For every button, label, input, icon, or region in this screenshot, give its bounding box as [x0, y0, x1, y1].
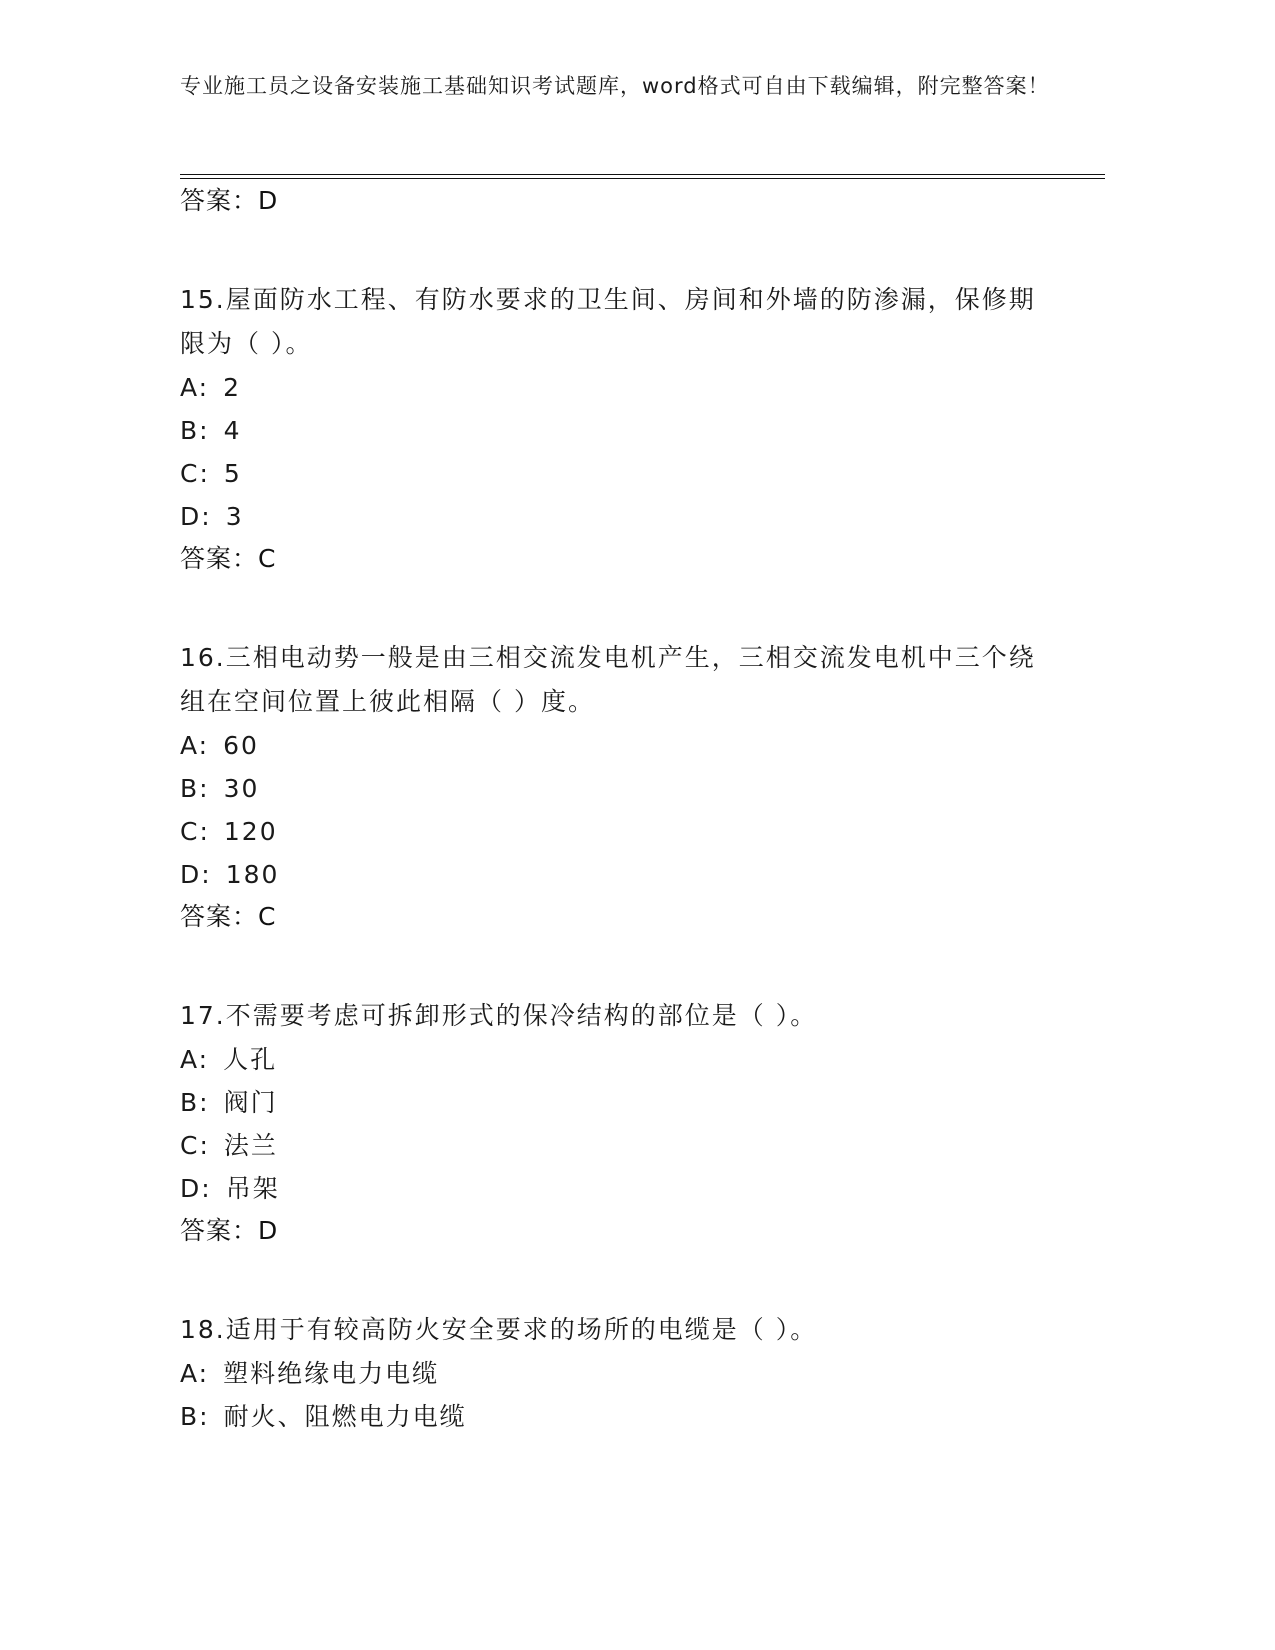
- option-b: [180, 767, 1040, 810]
- answer-text: 答案：C: [180, 544, 277, 573]
- option-letter: C:: [180, 817, 210, 846]
- question-list: [180, 184, 1040, 1438]
- option-d: [180, 853, 1040, 896]
- option-letter: B:: [180, 416, 210, 445]
- option-letter: C:: [180, 459, 210, 488]
- question-stem: 16.三相电动势一般是由三相交流发电机产生，三相交流发电机中三个绕组在空间位置上彼此相隔（ ）度。: [180, 643, 1036, 716]
- option-letter: D:: [180, 1174, 212, 1203]
- option-b: [180, 409, 1040, 452]
- option-text: 法兰: [223, 1131, 278, 1160]
- option-letter: C:: [180, 1131, 210, 1160]
- option-d: [180, 495, 1040, 538]
- option-letter: A:: [180, 731, 210, 760]
- option-text: 耐火、阻燃电力电缆: [223, 1402, 467, 1431]
- option-a: [180, 1038, 1040, 1081]
- option-letter: B:: [180, 1088, 210, 1117]
- question-16: [180, 636, 1040, 934]
- answer-text: 答案：D: [180, 1216, 279, 1245]
- page-header: 专业施工员之设备安装施工基础知识考试题库，word格式可自由下载编辑，附完整答案！: [180, 74, 1050, 98]
- option-text: 阀门: [223, 1088, 278, 1117]
- option-b: [180, 1395, 1040, 1438]
- option-letter: A:: [180, 373, 210, 402]
- option-a: [180, 366, 1040, 409]
- option-d: [180, 1167, 1040, 1210]
- option-text: 吊架: [225, 1174, 280, 1203]
- question-17: [180, 994, 1040, 1248]
- option-text: 180: [225, 860, 280, 889]
- option-b: [180, 1081, 1040, 1124]
- question-stem: 17.不需要考虑可拆卸形式的保冷结构的部位是（ ）。: [180, 1001, 818, 1030]
- option-text: 塑料绝缘电力电缆: [223, 1359, 440, 1388]
- option-c: [180, 1124, 1040, 1167]
- header-divider-top: [180, 174, 1105, 175]
- header-divider-bottom: [180, 178, 1105, 179]
- question-stem: 15.屋面防水工程、有防水要求的卫生间、房间和外墙的防渗漏，保修期限为（ ）。: [180, 285, 1036, 358]
- option-text: 3: [225, 502, 244, 531]
- option-letter: D:: [180, 860, 212, 889]
- option-a: [180, 724, 1040, 767]
- answer-text: 答案：D: [180, 186, 279, 215]
- option-letter: D:: [180, 502, 212, 531]
- question-18: [180, 1308, 1040, 1438]
- option-text: 5: [223, 459, 242, 488]
- option-text: 人孔: [223, 1045, 278, 1074]
- option-c: [180, 810, 1040, 853]
- question-stem: 18.适用于有较高防火安全要求的场所的电缆是（ ）。: [180, 1315, 818, 1344]
- question-15: [180, 278, 1040, 576]
- option-letter: B:: [180, 1402, 210, 1431]
- option-text: 2: [223, 373, 241, 402]
- option-c: [180, 452, 1040, 495]
- option-letter: A:: [180, 1359, 210, 1388]
- option-text: 60: [223, 731, 259, 760]
- option-letter: B:: [180, 774, 210, 803]
- option-text: 4: [223, 416, 242, 445]
- option-text: 30: [223, 774, 260, 803]
- option-letter: A:: [180, 1045, 210, 1074]
- answer-text: 答案：C: [180, 902, 277, 931]
- option-text: 120: [223, 817, 278, 846]
- option-a: [180, 1352, 1040, 1395]
